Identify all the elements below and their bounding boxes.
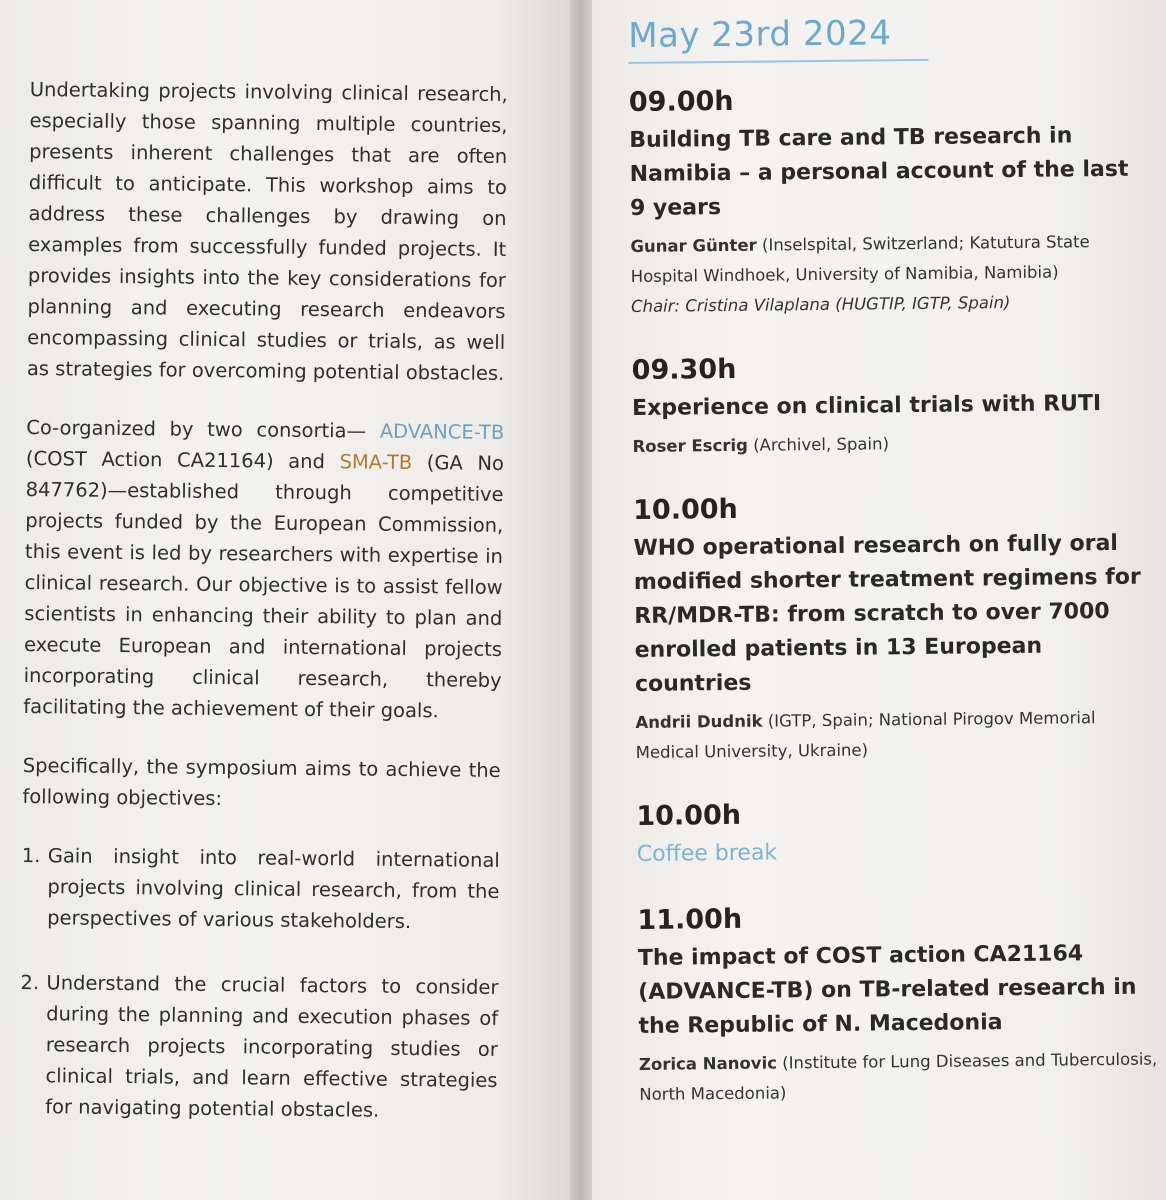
- programme-column: [628, 11, 1160, 1142]
- speaker-affiliation: (Institute for Lung Diseases and Tuberculosis, North Macedonia): [639, 1049, 1158, 1104]
- slot-time: 11.00h: [637, 903, 743, 936]
- coorganizers-paragraph: [23, 412, 504, 727]
- programme-date: May 23rd 2024: [628, 13, 928, 64]
- objective-item: [21, 840, 500, 938]
- sma-tb-name: SMA-TB: [339, 450, 413, 475]
- speaker-name: Roser Escrig: [632, 435, 749, 456]
- speaker-affiliation: (Archivel, Spain): [747, 434, 890, 455]
- objective-number: 1.: [21, 843, 41, 868]
- slot-title: The impact of COST action CA21164 (ADVANCE-TB) on TB-related research in the Republic of N. Macedonia: [637, 941, 1137, 1039]
- speaker-affiliation: (Inselspital, Switzerland; Katutura State Hospital Windhoek, University of Namibia, Namibia): [630, 232, 1090, 286]
- slot-title: Experience on clinical trials with RUTI: [631, 391, 1102, 421]
- coorg-text-1: Co-organized by two consortia—: [26, 415, 380, 443]
- programme-slot-break: [636, 795, 1157, 872]
- advance-tb-name: ADVANCE-TB: [379, 419, 505, 444]
- programme-slot: [633, 489, 1156, 768]
- speaker-name: Gunar Günter: [630, 235, 757, 256]
- objective-text: Gain insight into real-world international projects involving clinical research, from the perspectives of various stakeholders.: [47, 844, 500, 934]
- coorg-text-2: (COST Action CA21164) and: [25, 446, 340, 474]
- speaker-name: Andrii Dudnik: [635, 711, 763, 732]
- coorg-text-3: (GA No 847762)—established through competitive projects funded by the European Commission, this event is led by researchers with expertise in clinical research. Our objective is to assist fellow scientists in enhancing their ability to plan and execute European and international projects incorporating clinical research, thereby facilitating the achievement of their goals.: [23, 451, 505, 723]
- programme-slot: [637, 899, 1159, 1110]
- objectives-list: [19, 840, 500, 1127]
- slot-speaker: [639, 1044, 1160, 1109]
- coffee-break-label: Coffee break: [636, 840, 778, 867]
- intro-column: [19, 74, 508, 1161]
- slot-time: 10.00h: [636, 799, 742, 832]
- slot-speaker: [635, 703, 1156, 768]
- speaker-affiliation: (IGTP, Spain; National Pirogov Memorial Medical University, Ukraine): [635, 708, 1096, 762]
- programme-slot: [629, 81, 1151, 322]
- slot-chair: Chair: Cristina Vilaplana (HUGTIP, IGTP, Spain): [630, 293, 1011, 316]
- intro-paragraph: Undertaking projects involving clinical research, especially those spanning multiple countries, presents inherent challenges that are often difficult to anticipate. This workshop aims to address these challenges by drawing on examples from successfully funded projects. It provides insights into the key considerations for planning and executing research endeavors encompassing clinical studies or trials, as well as strategies for overcoming potential obstacles.: [26, 77, 508, 385]
- objective-item: [19, 967, 499, 1127]
- slot-speaker: [630, 227, 1151, 292]
- slot-time: 09.00h: [628, 85, 734, 118]
- slot-speaker: [632, 427, 1152, 462]
- slot-title: WHO operational research on fully oral modified shorter treatment regimens for RR/MDR-TB: from scratch to over 7000 enrolled patients in 13 European countries: [633, 530, 1141, 697]
- programme-slot: [632, 349, 1153, 462]
- objectives-intro: Specifically, the symposium aims to achieve the following objectives:: [22, 753, 501, 811]
- page-fold: [570, 0, 594, 1200]
- slot-title: Building TB care and TB research in Namibia – a personal account of the last 9 years: [629, 123, 1129, 221]
- slot-time: 09.30h: [631, 353, 737, 386]
- slot-time: 10.00h: [633, 493, 738, 526]
- objective-text: Understand the crucial factors to consider during the planning and execution phases of research projects incorporating studies or clinical trials, and learn effective strategies for navigating potential obstacles.: [45, 971, 499, 1122]
- objective-number: 2.: [20, 970, 40, 995]
- speaker-name: Zorica Nanovic: [638, 1053, 778, 1074]
